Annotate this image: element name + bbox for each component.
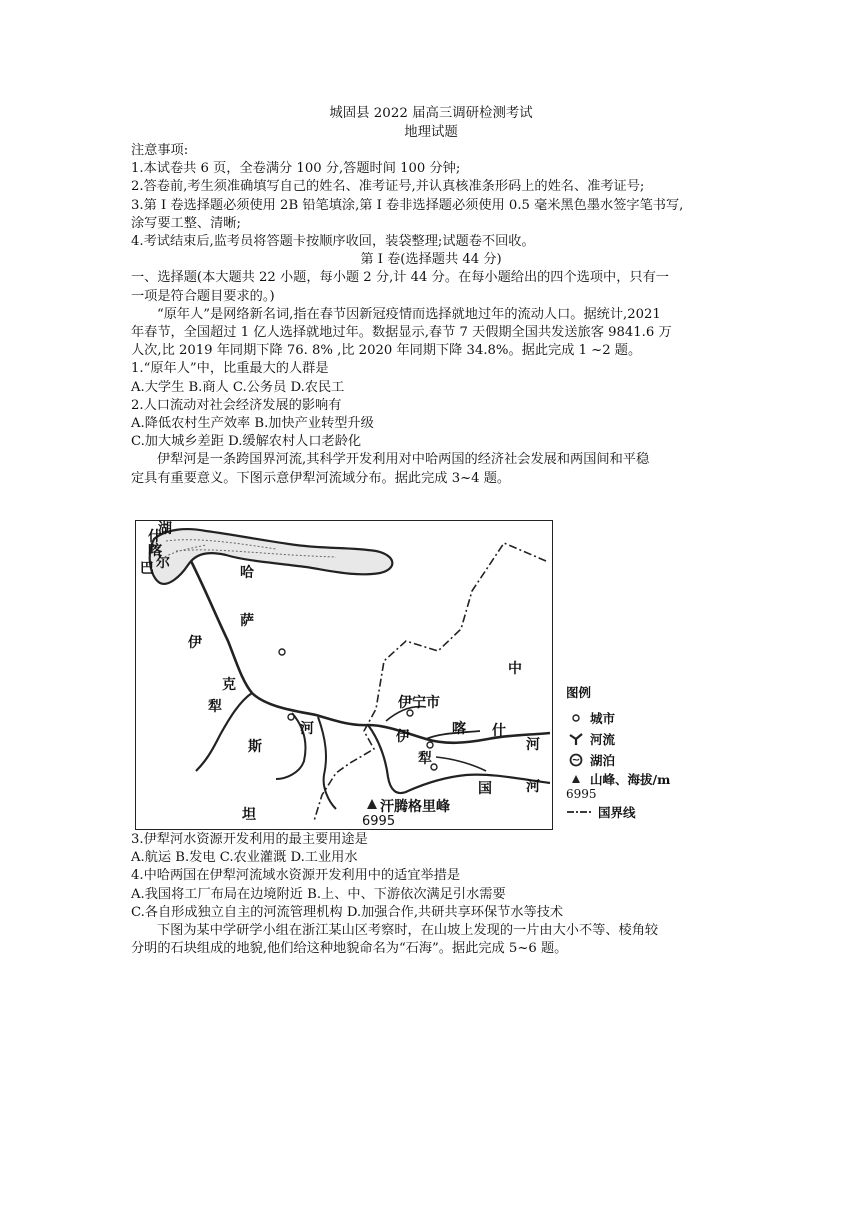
city-dot-icon <box>566 713 586 723</box>
exam-title: 城固县 2022 届高三调研检测考试 <box>329 106 533 121</box>
passage-text: 定具有重要意义。下图示意伊犁河流域分布。据此完成 3~4 题。 <box>131 470 511 486</box>
question-stem: 3.伊犁河水资源开发利用的最主要用途是 <box>131 832 368 847</box>
ili-river-map <box>135 520 553 830</box>
notice-heading: 注意事项: <box>131 143 189 158</box>
river-ili-char: 犁 <box>208 699 222 715</box>
question-options: A.航运 B.发电 C.农业灌溉 D.工业用水 <box>131 850 358 866</box>
border-line <box>314 543 546 821</box>
legend-item <box>566 749 716 770</box>
exam-page <box>131 104 731 488</box>
river-ili-char: 伊 <box>396 729 410 745</box>
section-intro: 一项是符合题目要求的。) <box>131 288 275 304</box>
country-kz-char: 斯 <box>248 739 262 755</box>
legend-item <box>566 707 716 728</box>
section-intro: 一、选择题(本大题共 22 小题，每小题 2 分,计 44 分。在每小题给出的四个选项中，只有一 <box>131 270 669 286</box>
lake-label-char: 喀 <box>148 543 162 559</box>
notice-item: 3.第 I 卷选择题必须使用 2B 铅笔填涂,第 I 卷非选择题必须使用 0.5 毫米黑色墨水签字笔书写, <box>131 197 684 213</box>
river-tekes-char: 河 <box>526 779 540 795</box>
legend-label: 城市 <box>590 710 616 726</box>
river-ili-char: 伊 <box>188 635 202 651</box>
legend-item <box>566 801 716 822</box>
question-options: C.各自形成独立自主的河流管理机构 D.加强合作,共研共享环保节水等技术 <box>131 904 564 920</box>
legend-label: 河流 <box>590 731 616 747</box>
country-kz-char: 哈 <box>240 565 254 581</box>
passage-text: 分明的石块组成的地貌,他们给这种地貌命名为“石海”。据此完成 5~6 题。 <box>131 941 568 957</box>
river-kashi-char: 什 <box>492 723 506 739</box>
lake-label-char: 湖 <box>158 521 172 537</box>
question-stem: 2.人口流动对社会经济发展的影响有 <box>131 397 342 413</box>
peak-triangle-icon <box>566 774 586 784</box>
question-options: A.降低农村生产效率 B.加快产业转型升级 <box>131 416 374 432</box>
lake-shape <box>150 529 393 584</box>
peak-label: 汗腾格里峰 <box>380 799 450 815</box>
city-dot <box>288 714 294 720</box>
border-line-icon <box>566 809 594 815</box>
lake-label-char: 巴 <box>140 561 154 577</box>
lake-label-char: 什 <box>148 529 162 545</box>
legend-label: 国界线 <box>598 804 636 820</box>
river-fork-icon <box>566 732 586 746</box>
legend-sub: 6995 <box>566 787 597 801</box>
exam-page-continued <box>131 831 731 958</box>
river-ili-char: 河 <box>300 721 314 737</box>
question-stem: 1.“原年人”中，比重最大的人群是 <box>131 361 329 377</box>
city-label-yining: 伊宁市 <box>398 695 440 711</box>
legend-label: 山峰、海拔/m <box>590 771 671 787</box>
legend-item <box>566 728 716 749</box>
peak-elevation: 6995 <box>362 814 396 829</box>
notice-item: 2.答卷前,考生须准确填写自己的姓名、准考证号,并认真核准条形码上的姓名、准考证号; <box>131 179 645 195</box>
notice-item: 4.考试结束后,监考员将答题卡按顺序收回，装袋整理;试题卷不回收。 <box>131 234 535 250</box>
country-kz-char: 萨 <box>240 613 254 629</box>
legend-item <box>566 770 716 787</box>
river-kashi-char: 河 <box>526 737 540 753</box>
city-dot <box>279 649 285 655</box>
question-options: C.加大城乡差距 D.缓解农村人口老龄化 <box>131 434 362 450</box>
section-title: 第 I 卷(选择题共 44 分) <box>360 252 502 268</box>
country-kz-char: 坦 <box>242 807 256 823</box>
map-legend <box>566 683 716 822</box>
ili-river <box>191 561 550 743</box>
country-cn-char: 国 <box>478 781 492 797</box>
map-svg <box>136 521 552 829</box>
passage-text: “原年人”是网络新名词,指在春节因新冠疫情而选择就地过年的流动人口。据统计,2021 <box>157 306 661 322</box>
notice-item: 1.本试卷共 6 页，全卷满分 100 分,答题时间 100 分钟; <box>131 161 461 177</box>
question-options: A.我国将工厂布局在边境附近 B.上、中、下游依次满足引水需要 <box>131 886 506 902</box>
passage-text: 人次,比 2019 年同期下降 76. 8% ,比 2020 年同期下降 34.8%。据此完成 1 ~2 题。 <box>131 343 642 359</box>
question-options: A.大学生 B.商人 C.公务员 D.农民工 <box>131 379 345 395</box>
passage-text: 年春节，全国超过 1 亿人选择就地过年。数据显示,春节 7 天假期全国共发送旅客 9841.6 万 <box>131 325 672 341</box>
exam-subtitle: 地理试题 <box>404 125 458 140</box>
lake-icon <box>566 753 586 767</box>
lake-label-char: 尔 <box>156 555 170 571</box>
country-kz-char: 克 <box>222 677 236 693</box>
peak-triangle <box>367 799 377 809</box>
notice-item: 涂写要工整、清晰; <box>131 215 241 231</box>
river-kashi-char: 喀 <box>452 721 466 737</box>
legend-label: 湖泊 <box>590 752 616 768</box>
river-ili-char: 犁 <box>418 751 432 767</box>
question-stem: 4.中哈两国在伊犁河流域水资源开发利用中的适宜举措是 <box>131 868 461 884</box>
passage-text: 下图为某中学研学小组在浙江某山区考察时，在山坡上发现的一片由大小不等、棱角较 <box>157 923 659 939</box>
legend-title: 图例 <box>566 685 592 700</box>
city-dot <box>427 742 433 748</box>
country-cn-char: 中 <box>508 661 522 677</box>
passage-text: 伊犁河是一条跨国界河流,其科学开发利用对中哈两国的经济社会发展和两国间和平稳 <box>157 452 650 468</box>
